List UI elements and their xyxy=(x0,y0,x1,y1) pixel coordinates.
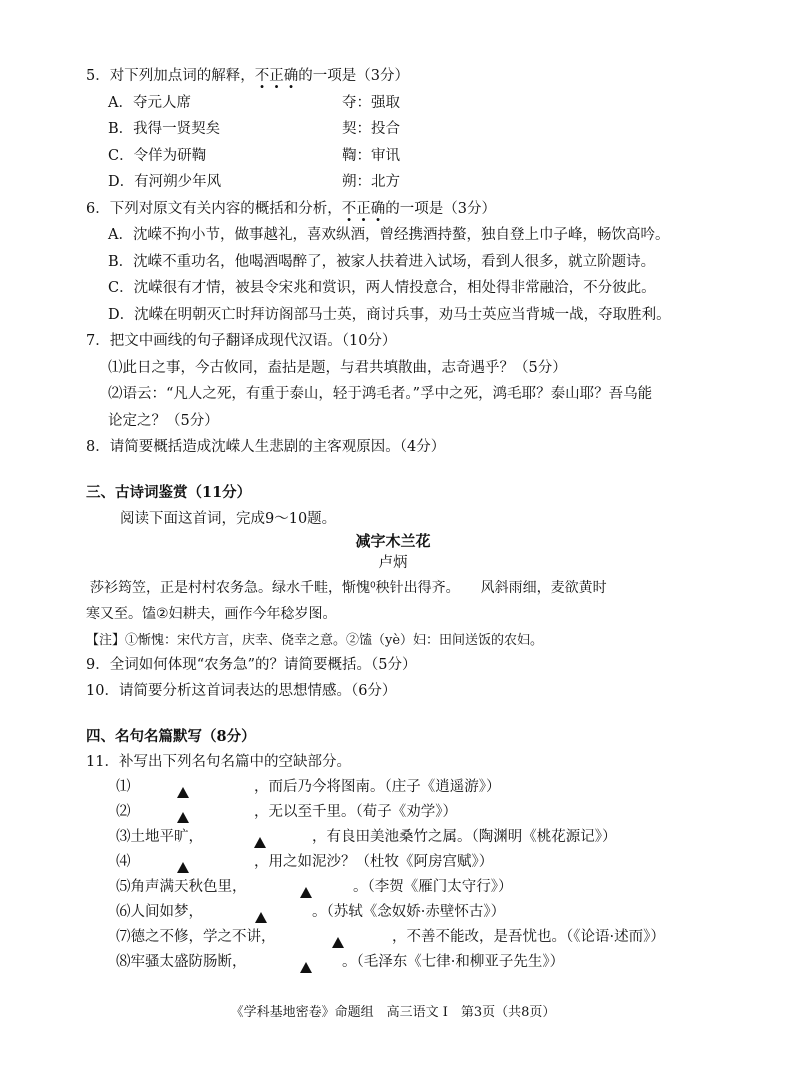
q5-option-d: D．有河朔少年风 xyxy=(108,174,222,190)
q6-option-b: B．沈嵘不重功名，他喝酒喝醉了，被家人扶着进入试场，看到人很多，就立阶题诗。 xyxy=(108,254,656,270)
q6-option-a: A．沈嵘不拘小节，做事越礼，喜欢纵酒，曾经携酒持螯，独自登上巾子峰，畅饮高吟。 xyxy=(108,227,670,243)
fill-item-8-pre: ⑻牢骚太盛防肠断， xyxy=(116,954,247,970)
fill-item-4-pre: ⑷ xyxy=(116,854,131,870)
section-3-intro: 阅读下面这首词，完成9～10题。 xyxy=(120,511,337,527)
fill-item-7-pre: ⑺德之不修，学之不讲， xyxy=(116,929,276,945)
q7-item-2: ⑵语云：“凡人之死，有重于泰山，轻于鸿毛者。”孚中之死，鸿毛耶？泰山耶？吾乌能 xyxy=(108,386,653,402)
poem-line-1: 莎衫筠笠，正是村村农务急。绿水千畦，惭愧⁰秧针出得齐。 风斜雨细，麦欲黄时 xyxy=(90,580,607,596)
q6-stem xyxy=(86,200,496,218)
section-4-heading: 四、名句名篇默写（8分） xyxy=(86,728,256,745)
fill-item-2-post: ，无以至千里。（荀子《劝学》） xyxy=(254,804,457,820)
poem-note: 【注】①惭愧：宋代方言，庆幸、侥幸之意。②馌（yè）妇：田间送饭的农妇。 xyxy=(86,633,544,648)
dotted-char: 确 xyxy=(283,68,299,84)
dotted-char: 正 xyxy=(356,201,371,217)
q10-stem: 10．请简要分析这首词表达的思想情感。（6分） xyxy=(86,683,397,699)
fill-item-3-post: ，有良田美池桑竹之属。（陶渊明《桃花源记》） xyxy=(312,829,617,845)
blank-marker-icon xyxy=(177,807,189,826)
fill-item-8-post: 。（毛泽东《七律·和柳亚子先生》） xyxy=(342,954,565,970)
poem-author: 卢炳 xyxy=(378,555,408,571)
fill-item-1-pre: ⑴ xyxy=(116,779,131,795)
q5-stem xyxy=(86,67,409,85)
fill-item-5-post: 。（李贺《雁门太守行》） xyxy=(353,879,513,895)
blank-marker-icon xyxy=(332,932,344,951)
fill-item-3-pre: ⑶土地平旷， xyxy=(116,829,203,845)
section-3-heading: 三、古诗词鉴赏（11分） xyxy=(86,484,252,501)
q5-stem-pre: 5．对下列加点词的解释， xyxy=(86,68,255,84)
q5-gloss-c: 鞫：审讯 xyxy=(342,148,400,164)
dotted-char: 不 xyxy=(254,68,270,84)
fill-item-5-pre: ⑸角声满天秋色里， xyxy=(116,879,247,895)
q5-gloss-b: 契：投合 xyxy=(342,121,400,137)
q6-stem-pre: 6．下列对原文有关内容的概括和分析， xyxy=(86,201,342,217)
q5-option-a: A．夺元人席 xyxy=(108,95,191,111)
q5-stem-post: 的一项是（3分） xyxy=(298,68,409,84)
q6-option-c: C．沈嵘很有才情，被县令宋兆和赏识，两人情投意合，相处得非常融洽，不分彼此。 xyxy=(108,280,656,296)
dotted-char: 确 xyxy=(370,201,386,217)
q6-option-d: D．沈嵘在明朝灭亡时拜访阁部马士英，商讨兵事，劝马士英应当背城一战，夺取胜利。 xyxy=(108,307,671,323)
fill-item-6-post: 。（苏轼《念奴娇·赤壁怀古》） xyxy=(312,904,506,920)
q5-gloss-a: 夺：强取 xyxy=(342,95,400,111)
fill-item-1-post: ，而后乃今将图南。（庄子《逍遥游》） xyxy=(254,779,501,795)
blank-marker-icon xyxy=(300,882,312,901)
q7-item-1: ⑴此日之事，今古攸同，盍拈是题，与君共填散曲，志奇遇乎？（5分） xyxy=(108,360,567,376)
dotted-char: 正 xyxy=(269,68,284,84)
q5-option-c: C．令佯为研鞫 xyxy=(108,148,207,164)
q7-item-2-cont: 论定之？（5分） xyxy=(108,413,219,429)
page-footer: 《学科基地密卷》命题组 高三语文 I 第3页（共8页） xyxy=(230,1005,556,1020)
fill-item-6-pre: ⑹人间如梦， xyxy=(116,904,203,920)
fill-item-4-post: ，用之如泥沙？（杜牧《阿房宫赋》） xyxy=(254,854,494,870)
fill-item-7-post: ，不善不能改，是吾忧也。（《论语·述而》） xyxy=(392,929,665,945)
q6-stem-post: 的一项是（3分） xyxy=(385,201,496,217)
blank-marker-icon xyxy=(300,957,312,976)
fill-item-2-pre: ⑵ xyxy=(116,804,131,820)
blank-marker-icon xyxy=(255,907,267,926)
q11-stem: 11．补写出下列名句名篇中的空缺部分。 xyxy=(86,754,351,770)
dotted-char: 不 xyxy=(341,201,357,217)
q7-stem: 7．把文中画线的句子翻译成现代汉语。（10分） xyxy=(86,333,397,349)
q8-stem: 8．请简要概括造成沈嵘人生悲剧的主客观原因。（4分） xyxy=(86,439,446,455)
q9-stem: 9．全词如何体现“农务急”的？请简要概括。（5分） xyxy=(86,657,417,673)
q5-option-b: B．我得一贤契矣 xyxy=(108,121,221,137)
blank-marker-icon xyxy=(254,832,266,851)
blank-marker-icon xyxy=(177,857,189,876)
q5-gloss-d: 朔：北方 xyxy=(342,174,400,190)
poem-title: 减字木兰花 xyxy=(355,532,431,550)
poem-line-2: 寒又至。馌②妇耕夫，画作今年稔岁图。 xyxy=(86,606,337,622)
blank-marker-icon xyxy=(177,782,189,801)
